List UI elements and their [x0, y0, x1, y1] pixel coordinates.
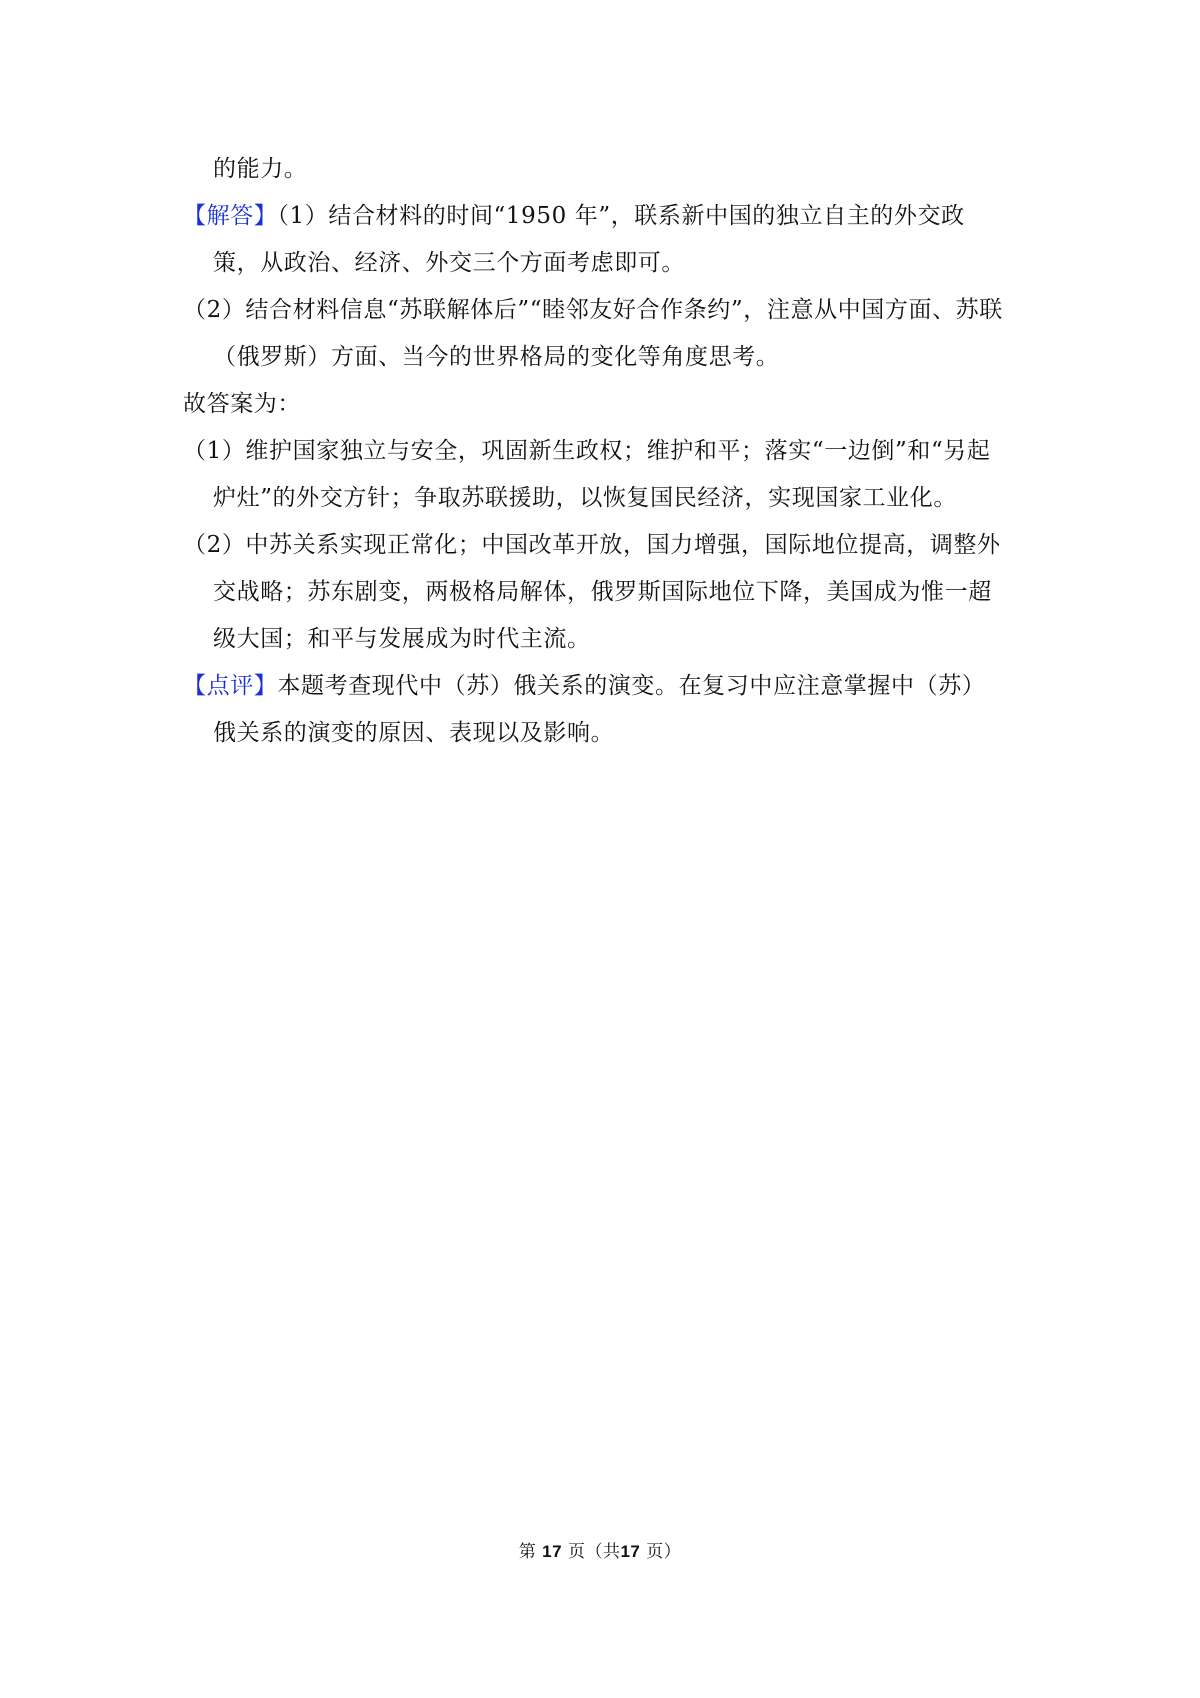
line-text: 俄关系的演变的原因、表现以及影响。 — [213, 720, 615, 746]
result-item-2-line — [183, 522, 1028, 569]
footer-prefix: 第 — [518, 1542, 537, 1562]
answer-tag: 【解答】 — [183, 203, 278, 229]
line-text: 交战略；苏东剧变，两极格局解体，俄罗斯国际地位下降，美国成为惟一超 — [213, 579, 992, 605]
answer-continuation-line — [183, 240, 1028, 287]
answer-line — [183, 193, 1028, 240]
line-text: （1）维护国家独立与安全，巩固新生政权；维护和平；落实“一边倒”和“另起 — [183, 438, 991, 464]
continued-line — [183, 146, 1028, 193]
comment-tag: 【点评】 — [183, 673, 278, 699]
footer-suffix: 页） — [646, 1542, 682, 1562]
answer-item-2-continuation — [183, 334, 1028, 381]
line-text: 级大国；和平与发展成为时代主流。 — [213, 626, 591, 652]
line-text: 炉灶”的外交方针；争取苏联援助，以恢复国民经济，实现国家工业化。 — [213, 485, 957, 511]
document-body — [183, 146, 1028, 757]
comment-continuation-line — [183, 710, 1028, 757]
footer-middle: 页（共 — [567, 1542, 621, 1562]
line-text: （2）中苏关系实现正常化；中国改革开放，国力增强，国际地位提高，调整外 — [183, 532, 1001, 558]
line-text: 策，从政治、经济、外交三个方面考虑即可。 — [213, 250, 685, 276]
result-item-2-continuation — [183, 616, 1028, 663]
result-item-1-line — [183, 428, 1028, 475]
conclusion-line — [183, 381, 1028, 428]
line-text: 的能力。 — [213, 156, 308, 182]
page-number: 17 — [542, 1542, 563, 1561]
line-text: （1）结合材料的时间“1950 年”，联系新中国的独立自主的外交政 — [277, 203, 965, 229]
answer-item-2-line — [183, 287, 1028, 334]
result-item-2-continuation — [183, 569, 1028, 616]
comment-line — [183, 663, 1028, 710]
line-text: （2）结合材料信息“苏联解体后”“睦邻友好合作条约”，注意从中国方面、苏联 — [183, 297, 1003, 323]
line-text: 故答案为： — [183, 391, 301, 417]
page-footer — [0, 1537, 1200, 1562]
line-text: 本题考查现代中（苏）俄关系的演变。在复习中应注意掌握中（苏） — [277, 673, 986, 699]
line-text: （俄罗斯）方面、当今的世界格局的变化等角度思考。 — [213, 344, 780, 370]
result-item-1-continuation — [183, 475, 1028, 522]
page-total: 17 — [620, 1542, 641, 1561]
